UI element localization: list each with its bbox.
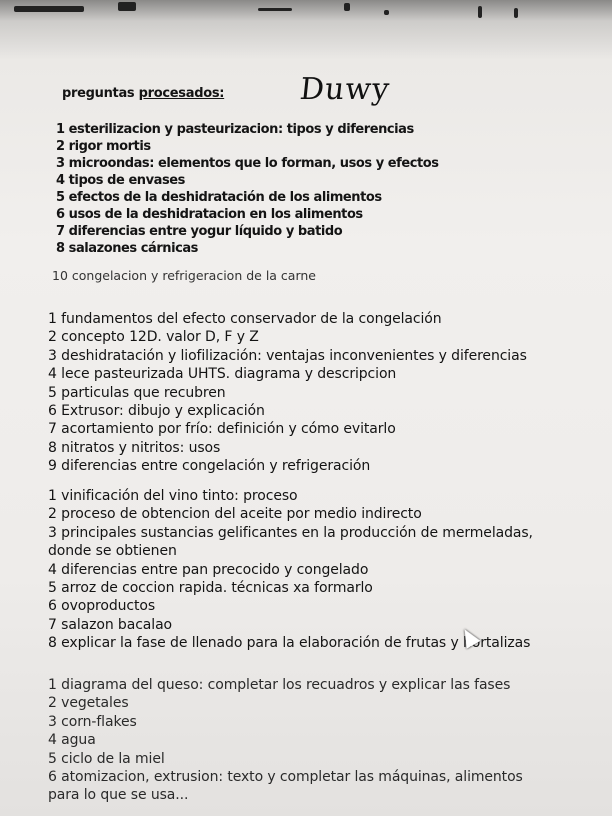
list-item: 1 diagrama del queso: completar los recuadros y explicar las fases xyxy=(48,677,511,693)
list-item: 9 diferencias entre congelación y refrigeración xyxy=(48,458,371,475)
list-item: 2 proceso de obtencion del aceite por medio indirecto xyxy=(48,506,422,523)
question-list-2 xyxy=(48,310,527,476)
list-item: 3 microondas: elementos que lo forman, usos y efectos xyxy=(56,156,439,171)
top-edge-smudge xyxy=(0,0,612,60)
list-item: 5 arroz de coccion rapida. técnicas xa formarlo xyxy=(48,579,373,596)
cut-off-line: 10 congelacion y refrigeracion de la carne xyxy=(52,268,316,283)
question-list-4 xyxy=(48,676,523,805)
smudge-mark xyxy=(258,8,292,11)
question-list-1 xyxy=(56,121,439,257)
list-item: 8 salazones cárnicas xyxy=(56,241,198,256)
list-item: 6 ovoproductos xyxy=(48,598,156,615)
list-item-continuation: para lo que se usa... xyxy=(48,787,189,804)
question-list-3 xyxy=(48,487,533,653)
list-item: 1 vinificación del vino tinto: proceso xyxy=(48,488,298,504)
list-item: 2 concepto 12D. valor D, F y Z xyxy=(48,329,259,346)
handwritten-name: Duwy xyxy=(298,72,392,107)
list-item-continuation: donde se obtienen xyxy=(48,543,177,560)
list-item: 4 diferencias entre pan precocido y congelado xyxy=(48,561,369,578)
list-item: 5 efectos de la deshidratación de los alimentos xyxy=(56,190,382,205)
list-item: 7 acortamiento por frío: definición y cómo evitarlo xyxy=(48,421,396,438)
list-item: 8 explicar la fase de llenado para la elaboración de frutas y hortalizas xyxy=(48,635,531,652)
list-item: 4 lece pasteurizada UHTS. diagrama y descripcion xyxy=(48,366,397,383)
list-item: 1 fundamentos del efecto conservador de la congelación xyxy=(48,311,442,327)
list-item: 3 principales sustancias gelificantes en la producción de mermeladas, xyxy=(48,524,533,541)
list-item: 6 Extrusor: dibujo y explicación xyxy=(48,402,265,419)
list-item: 7 diferencias entre yogur líquido y batido xyxy=(56,224,343,239)
smudge-mark xyxy=(14,6,84,12)
header-label-underlined: procesados: xyxy=(138,86,225,101)
smudge-mark xyxy=(478,6,482,18)
list-item: 1 esterilizacion y pasteurizacion: tipos y diferencias xyxy=(56,122,414,137)
smudge-mark xyxy=(514,8,518,18)
list-item: 2 rigor mortis xyxy=(56,139,151,154)
document-header xyxy=(62,86,224,101)
list-item: 6 atomizacion, extrusion: texto y completar las máquinas, alimentos xyxy=(48,768,523,785)
smudge-mark xyxy=(118,2,136,11)
header-label: preguntas xyxy=(62,86,135,101)
list-item: 2 vegetales xyxy=(48,695,129,712)
smudge-mark xyxy=(344,3,350,11)
list-item: 4 agua xyxy=(48,732,96,749)
smudge-mark xyxy=(384,10,389,15)
list-item: 5 ciclo de la miel xyxy=(48,750,165,767)
list-item: 8 nitratos y nitritos: usos xyxy=(48,439,221,456)
list-item: 3 corn-flakes xyxy=(48,713,137,730)
list-item: 7 salazon bacalao xyxy=(48,616,173,633)
list-item: 4 tipos de envases xyxy=(56,173,185,188)
list-item: 5 particulas que recubren xyxy=(48,384,226,401)
list-item: 6 usos de la deshidratacion en los alimentos xyxy=(56,207,363,222)
list-item: 3 deshidratación y liofilización: ventajas inconvenientes y diferencias xyxy=(48,347,527,364)
